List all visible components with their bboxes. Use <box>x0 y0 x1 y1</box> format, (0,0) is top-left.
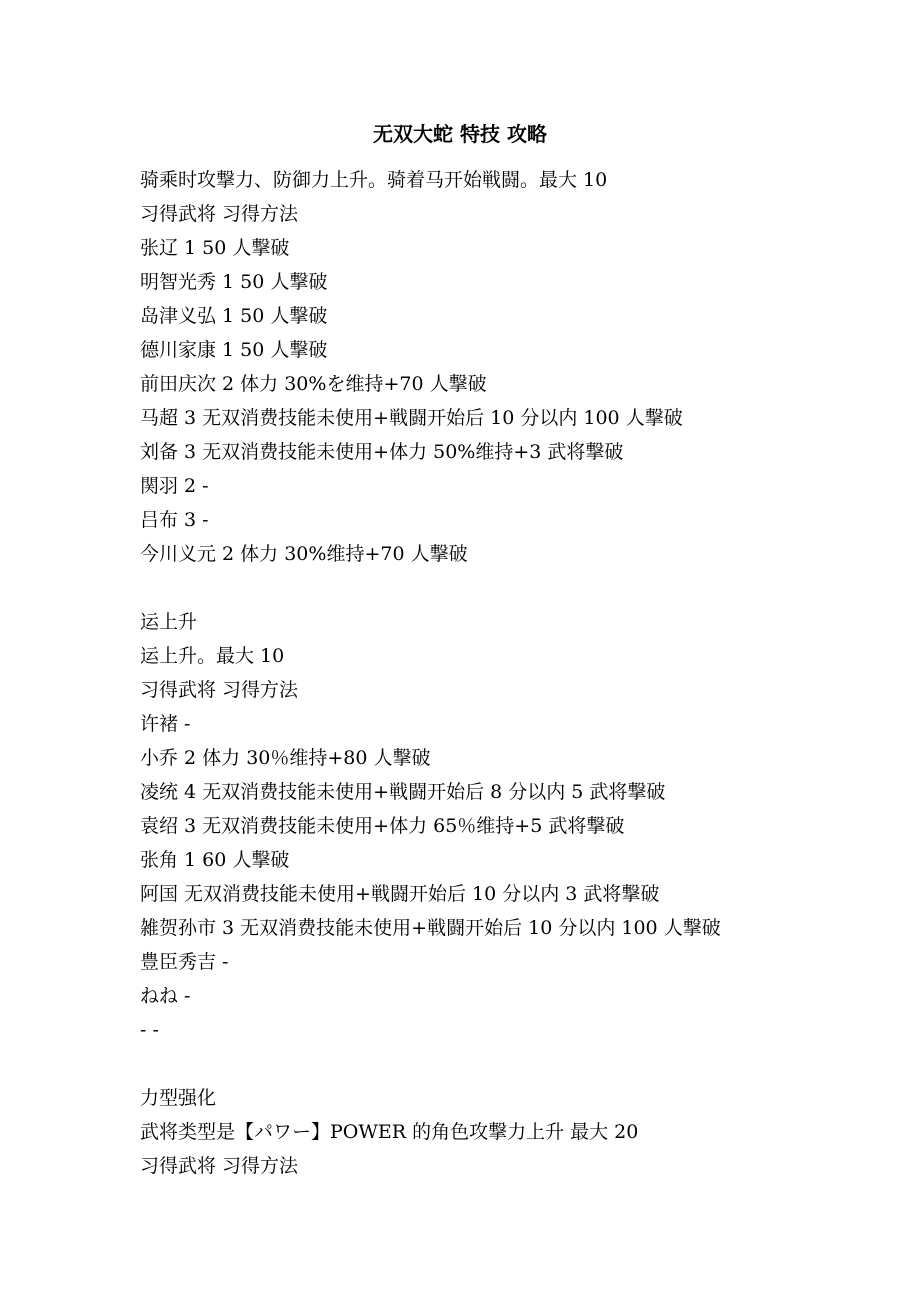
text-line: 运上升。最大 10 <box>140 645 285 667</box>
text-line: 前田庆次 2 体力 30%を维持+70 人撃破 <box>140 373 487 395</box>
text-line: 习得武将 习得方法 <box>140 1155 299 1177</box>
text-line: 小乔 2 体力 30％维持+80 人撃破 <box>140 747 431 769</box>
text-line: ねね - <box>140 985 191 1007</box>
text-line: 関羽 2 - <box>140 475 209 497</box>
text-line: 今川义元 2 体力 30%维持+70 人撃破 <box>140 543 468 565</box>
document-body <box>140 163 900 1183</box>
text-line: 张角 1 60 人撃破 <box>140 849 290 871</box>
blank-line <box>140 571 900 605</box>
blank-line <box>140 1047 900 1081</box>
text-line: 岛津义弘 1 50 人撃破 <box>140 305 328 327</box>
text-line: 雑贺孙市 3 无双消费技能未使用+戦闘开始后 10 分以内 100 人撃破 <box>140 917 721 939</box>
text-line: 习得武将 习得方法 <box>140 679 299 701</box>
text-line: 德川家康 1 50 人撃破 <box>140 339 328 361</box>
section-heading: 力型强化 <box>140 1087 217 1109</box>
text-line: 许褚 - <box>140 713 191 735</box>
text-line: 凌统 4 无双消费技能未使用+戦闘开始后 8 分以内 5 武将撃破 <box>140 781 666 803</box>
text-line: 袁绍 3 无双消费技能未使用+体力 65％维持+5 武将撃破 <box>140 815 625 837</box>
text-line: 刘备 3 无双消费技能未使用+体力 50%维持+3 武将撃破 <box>140 441 624 463</box>
text-line: 阿国 无双消费技能未使用+戦闘开始后 10 分以内 3 武将撃破 <box>140 883 660 905</box>
text-line: 明智光秀 1 50 人撃破 <box>140 271 328 293</box>
text-line: 武将类型是【パワー】POWER 的角色攻撃力上升 最大 20 <box>140 1121 639 1143</box>
text-line: - - <box>140 1019 159 1041</box>
text-line: 骑乘时攻撃力、防御力上升。骑着马开始戦闘。最大 10 <box>140 169 608 191</box>
section-heading: 运上升 <box>140 611 198 633</box>
text-line: 习得武将 习得方法 <box>140 203 299 225</box>
text-line: 马超 3 无双消费技能未使用+戦闘开始后 10 分以内 100 人撃破 <box>140 407 683 429</box>
text-line: 张辽 1 50 人撃破 <box>140 237 290 259</box>
document-title: 无双大蛇 特技 攻略 <box>373 122 547 146</box>
text-line: 豊臣秀吉 - <box>140 951 229 973</box>
text-line: 吕布 3 - <box>140 509 209 531</box>
